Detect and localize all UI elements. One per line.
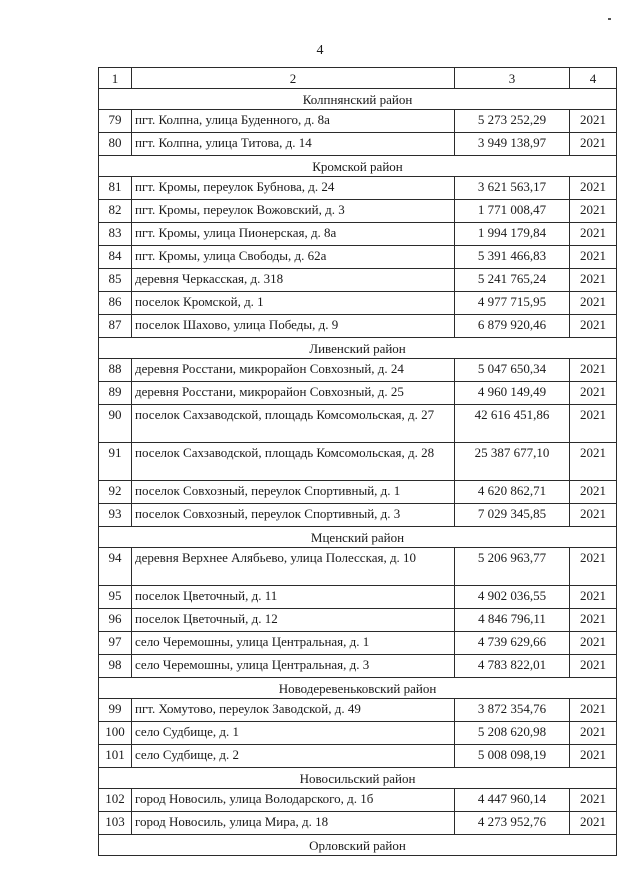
row-number: 85 [99, 269, 132, 292]
table-row [99, 548, 617, 586]
district-row [99, 835, 617, 856]
address: поселок Совхозный, переулок Спортивный, д. 1 [132, 481, 455, 504]
table-row [99, 110, 617, 133]
address: пгт. Кромы, улица Пионерская, д. 8а [132, 223, 455, 246]
table-row [99, 315, 617, 338]
year: 2021 [570, 722, 617, 745]
row-number: 87 [99, 315, 132, 338]
district-name: Орловский район [99, 835, 617, 856]
amount: 25 387 677,10 [455, 443, 570, 481]
year: 2021 [570, 504, 617, 527]
amount: 4 273 952,76 [455, 812, 570, 835]
table-row [99, 745, 617, 768]
row-number: 79 [99, 110, 132, 133]
amount: 5 208 620,98 [455, 722, 570, 745]
table-row [99, 405, 617, 443]
row-number: 89 [99, 382, 132, 405]
year: 2021 [570, 177, 617, 200]
header-row [99, 68, 617, 89]
year: 2021 [570, 443, 617, 481]
amount: 3 872 354,76 [455, 699, 570, 722]
amount: 5 391 466,83 [455, 246, 570, 269]
address: поселок Шахово, улица Победы, д. 9 [132, 315, 455, 338]
row-number: 81 [99, 177, 132, 200]
table-row [99, 359, 617, 382]
year: 2021 [570, 548, 617, 586]
amount: 7 029 345,85 [455, 504, 570, 527]
amount: 3 949 138,97 [455, 133, 570, 156]
year: 2021 [570, 789, 617, 812]
housing-registry-table [98, 67, 617, 856]
year: 2021 [570, 405, 617, 443]
row-number: 95 [99, 586, 132, 609]
column-header-3: 3 [455, 68, 570, 89]
address: село Судбище, д. 2 [132, 745, 455, 768]
row-number: 97 [99, 632, 132, 655]
table-row [99, 609, 617, 632]
table-row [99, 632, 617, 655]
year: 2021 [570, 223, 617, 246]
amount: 5 008 098,19 [455, 745, 570, 768]
address: пгт. Колпна, улица Буденного, д. 8а [132, 110, 455, 133]
table-row [99, 177, 617, 200]
table-row [99, 722, 617, 745]
table-row [99, 481, 617, 504]
row-number: 90 [99, 405, 132, 443]
table-row [99, 655, 617, 678]
table-row [99, 292, 617, 315]
year: 2021 [570, 699, 617, 722]
address: поселок Совхозный, переулок Спортивный, д. 3 [132, 504, 455, 527]
amount: 4 960 149,49 [455, 382, 570, 405]
address: село Судбище, д. 1 [132, 722, 455, 745]
amount: 4 447 960,14 [455, 789, 570, 812]
district-row [99, 89, 617, 110]
column-header-1: 1 [99, 68, 132, 89]
district-row [99, 678, 617, 699]
amount: 5 047 650,34 [455, 359, 570, 382]
district-name: Ливенский район [99, 338, 617, 359]
district-name: Колпнянский район [99, 89, 617, 110]
table-row [99, 133, 617, 156]
amount: 42 616 451,86 [455, 405, 570, 443]
column-header-4: 4 [570, 68, 617, 89]
table-row [99, 789, 617, 812]
row-number: 100 [99, 722, 132, 745]
row-number: 96 [99, 609, 132, 632]
year: 2021 [570, 655, 617, 678]
row-number: 86 [99, 292, 132, 315]
table-row [99, 699, 617, 722]
table-body [99, 68, 617, 856]
district-name: Новодеревеньковский район [99, 678, 617, 699]
row-number: 92 [99, 481, 132, 504]
table-row [99, 223, 617, 246]
district-row [99, 768, 617, 789]
row-number: 93 [99, 504, 132, 527]
table-row [99, 443, 617, 481]
row-number: 80 [99, 133, 132, 156]
year: 2021 [570, 292, 617, 315]
year: 2021 [570, 609, 617, 632]
address: поселок Кромской, д. 1 [132, 292, 455, 315]
amount: 3 621 563,17 [455, 177, 570, 200]
row-number: 101 [99, 745, 132, 768]
year: 2021 [570, 246, 617, 269]
row-number: 91 [99, 443, 132, 481]
address: деревня Верхнее Алябьево, улица Полесская, д. 10 [132, 548, 455, 586]
district-row [99, 527, 617, 548]
amount: 4 902 036,55 [455, 586, 570, 609]
amount: 5 273 252,29 [455, 110, 570, 133]
address: деревня Черкасская, д. 318 [132, 269, 455, 292]
year: 2021 [570, 632, 617, 655]
address: пгт. Кромы, переулок Бубнова, д. 24 [132, 177, 455, 200]
year: 2021 [570, 269, 617, 292]
table-row [99, 200, 617, 223]
amount: 5 241 765,24 [455, 269, 570, 292]
district-name: Мценский район [99, 527, 617, 548]
amount: 5 206 963,77 [455, 548, 570, 586]
amount: 1 994 179,84 [455, 223, 570, 246]
address: пгт. Кромы, улица Свободы, д. 62а [132, 246, 455, 269]
table-row [99, 246, 617, 269]
row-number: 83 [99, 223, 132, 246]
row-number: 102 [99, 789, 132, 812]
table-row [99, 586, 617, 609]
amount: 4 783 822,01 [455, 655, 570, 678]
table-row [99, 382, 617, 405]
row-number: 94 [99, 548, 132, 586]
year: 2021 [570, 200, 617, 223]
district-name: Новосильский район [99, 768, 617, 789]
address: город Новосиль, улица Володарского, д. 1б [132, 789, 455, 812]
district-name: Кромской район [99, 156, 617, 177]
address: город Новосиль, улица Мира, д. 18 [132, 812, 455, 835]
year: 2021 [570, 382, 617, 405]
address: поселок Цветочный, д. 11 [132, 586, 455, 609]
amount: 1 771 008,47 [455, 200, 570, 223]
year: 2021 [570, 586, 617, 609]
year: 2021 [570, 359, 617, 382]
address: пгт. Колпна, улица Титова, д. 14 [132, 133, 455, 156]
amount: 6 879 920,46 [455, 315, 570, 338]
address: пгт. Кромы, переулок Вожовский, д. 3 [132, 200, 455, 223]
row-number: 103 [99, 812, 132, 835]
year: 2021 [570, 481, 617, 504]
year: 2021 [570, 315, 617, 338]
address: поселок Цветочный, д. 12 [132, 609, 455, 632]
table-row [99, 269, 617, 292]
amount: 4 620 862,71 [455, 481, 570, 504]
year: 2021 [570, 110, 617, 133]
address: поселок Сахзаводской, площадь Комсомольская, д. 28 [132, 443, 455, 481]
district-row [99, 338, 617, 359]
row-number: 88 [99, 359, 132, 382]
table-row [99, 504, 617, 527]
year: 2021 [570, 133, 617, 156]
amount: 4 846 796,11 [455, 609, 570, 632]
district-row [99, 156, 617, 177]
row-number: 82 [99, 200, 132, 223]
year: 2021 [570, 745, 617, 768]
address: деревня Росстани, микрорайон Совхозный, д. 25 [132, 382, 455, 405]
amount: 4 977 715,95 [455, 292, 570, 315]
amount: 4 739 629,66 [455, 632, 570, 655]
address: поселок Сахзаводской, площадь Комсомольская, д. 27 [132, 405, 455, 443]
year: 2021 [570, 812, 617, 835]
address: пгт. Хомутово, переулок Заводской, д. 49 [132, 699, 455, 722]
page-number: 4 [316, 43, 324, 58]
column-header-2: 2 [132, 68, 455, 89]
address: село Черемошны, улица Центральная, д. 1 [132, 632, 455, 655]
row-number: 98 [99, 655, 132, 678]
address: село Черемошны, улица Центральная, д. 3 [132, 655, 455, 678]
row-number: 99 [99, 699, 132, 722]
address: деревня Росстани, микрорайон Совхозный, д. 24 [132, 359, 455, 382]
row-number: 84 [99, 246, 132, 269]
table-row [99, 812, 617, 835]
scan-mark [608, 18, 611, 20]
